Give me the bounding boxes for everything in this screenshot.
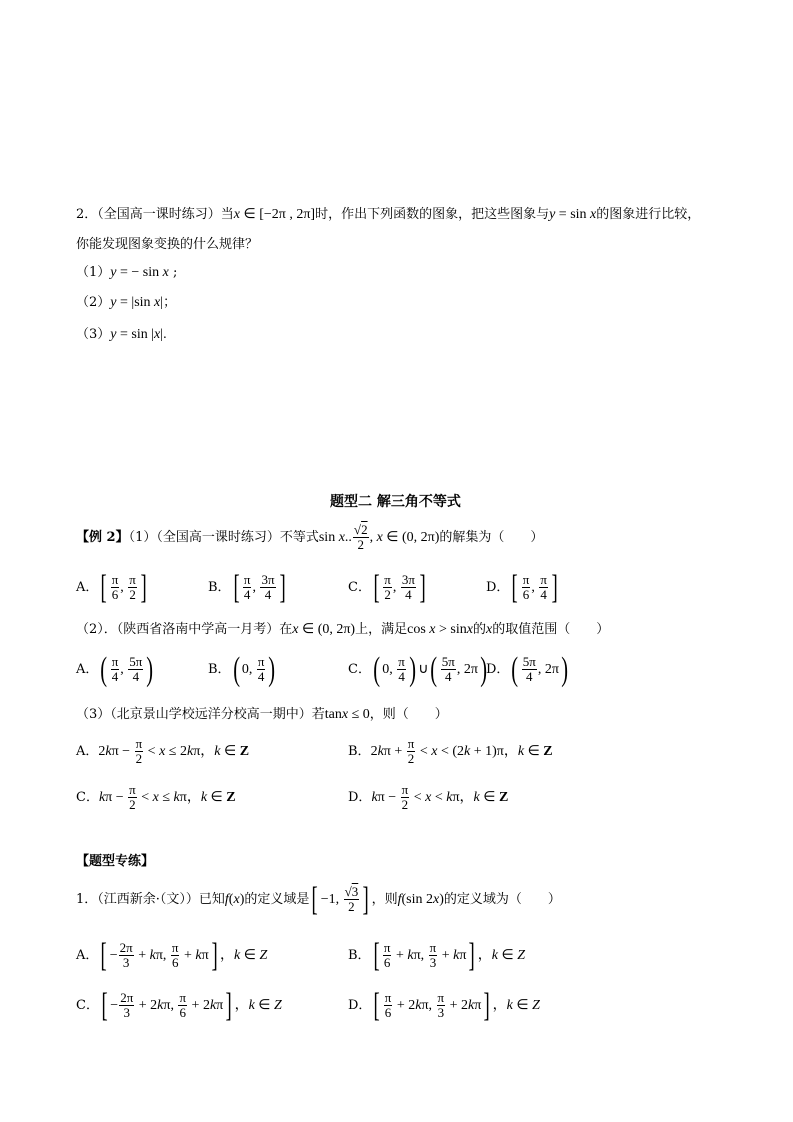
opt-a-4: A．[ − $\frac{2\pi}{3}$ + kπ, $\frac{\pi}{6}$ + kπ] ，k ∈ Z [76, 936, 268, 974]
opt-d-1: D．[ $\frac{\pi}{6}$ , $\frac{\pi}{4}$ ] [486, 568, 558, 606]
opt-c-2: C．( 0, $\frac{\pi}{4}$ ) ∪( $\frac{5\pi}{4}$ , 2π) [348, 650, 487, 688]
q2-line2: 你能发现图象变换的什么规律？ [76, 237, 259, 252]
q2-text-b: 时，作出下列函数的图象，把这些图象与 [315, 207, 550, 222]
opt-d-3: D．kπ − $\frac{\pi}{2}$ < x < kπ，k ∈ Z [348, 782, 509, 812]
opt-b-2: B．( 0, $\frac{\pi}{4}$ ) [208, 650, 276, 688]
q2-text-c: 的图象进行比较， [596, 207, 701, 222]
opt-a-2: A．( $\frac{\pi}{4}$ , $\frac{5\pi}{4}$ ) [76, 650, 154, 688]
q2-item-2: （2）y = |sin x|； [76, 295, 177, 310]
opt-c-3: C．kπ − $\frac{\pi}{2}$ < x ≤ kπ，k ∈ Z [76, 782, 236, 812]
q2-item-3: （3）y = sin |x|. [76, 327, 167, 342]
opt-c-1: C．[ $\frac{\pi}{2}$ , $\frac{3\pi}{4}$ ] [348, 568, 426, 606]
opt-b-1: B．[ $\frac{\pi}{4}$ , $\frac{3\pi}{4}$ ] [208, 568, 286, 606]
opt-c-4: C．[ − $\frac{2\pi}{3}$ + 2kπ, $\frac{\pi}{6}$ + 2kπ] ，k ∈ Z [76, 986, 282, 1024]
section-title: 题型二 解三角不等式 [330, 494, 461, 510]
q2-item-1: （1）y = − sin x ; [76, 265, 178, 280]
practice-q1: 1．（江西新余·（文））已知f(x)的定义域是[ −1, $\frac{√3}{2}$ ] ，则f(sin 2x)的定义域为（ ） [76, 880, 561, 918]
opt-a-1: A．[ $\frac{\pi}{6}$ , $\frac{\pi}{2}$ ] [76, 568, 147, 606]
opt-b-4: B．[ $\frac{\pi}{6}$ + kπ, $\frac{\pi}{3}$ + kπ] ，k ∈ Z [348, 936, 525, 974]
math-x-range: x [233, 207, 240, 222]
practice-heading: 【题型专练】 [76, 854, 155, 869]
ex2-p3: （3）（北京景山学校远洋分校高一期中）若tanx ≤ 0，则（ ） [76, 707, 448, 722]
opt-d-2: D．( $\frac{5\pi}{4}$ , 2π) [486, 650, 568, 688]
q2-line1: 2．（全国高一课时练习）当x ∈ [−2π , 2π]时，作出下列函数的图象，把这些图象与y = sin x的图象进行比较， [76, 207, 701, 222]
opt-a-3: A．2kπ − $\frac{\pi}{2}$ < x ≤ 2kπ，k ∈ Z [76, 736, 250, 766]
ex2-p1: 【例 2】（1）（全国高一课时练习）不等式sin x.. $\frac{√2}{2}$ , x ∈ (0, 2π)的解集为（ ） [76, 522, 544, 552]
opt-d-4: D．[ $\frac{\pi}{6}$ + 2kπ, $\frac{\pi}{3}$ + 2kπ] ，k ∈ Z [348, 986, 540, 1024]
q2-text-a: 2．（全国高一课时练习）当 [76, 207, 234, 222]
ex2-label: 【例 2】 [76, 530, 129, 545]
opt-b-3: B．2kπ + $\frac{\pi}{2}$ < x < (2k + 1)π，k ∈ Z [348, 736, 553, 766]
ex2-p2: （2）．（陕西省洛南中学高一月考）在x ∈ (0, 2π)上，满足cos x > sinx的x的取值范围（ ） [76, 622, 610, 637]
